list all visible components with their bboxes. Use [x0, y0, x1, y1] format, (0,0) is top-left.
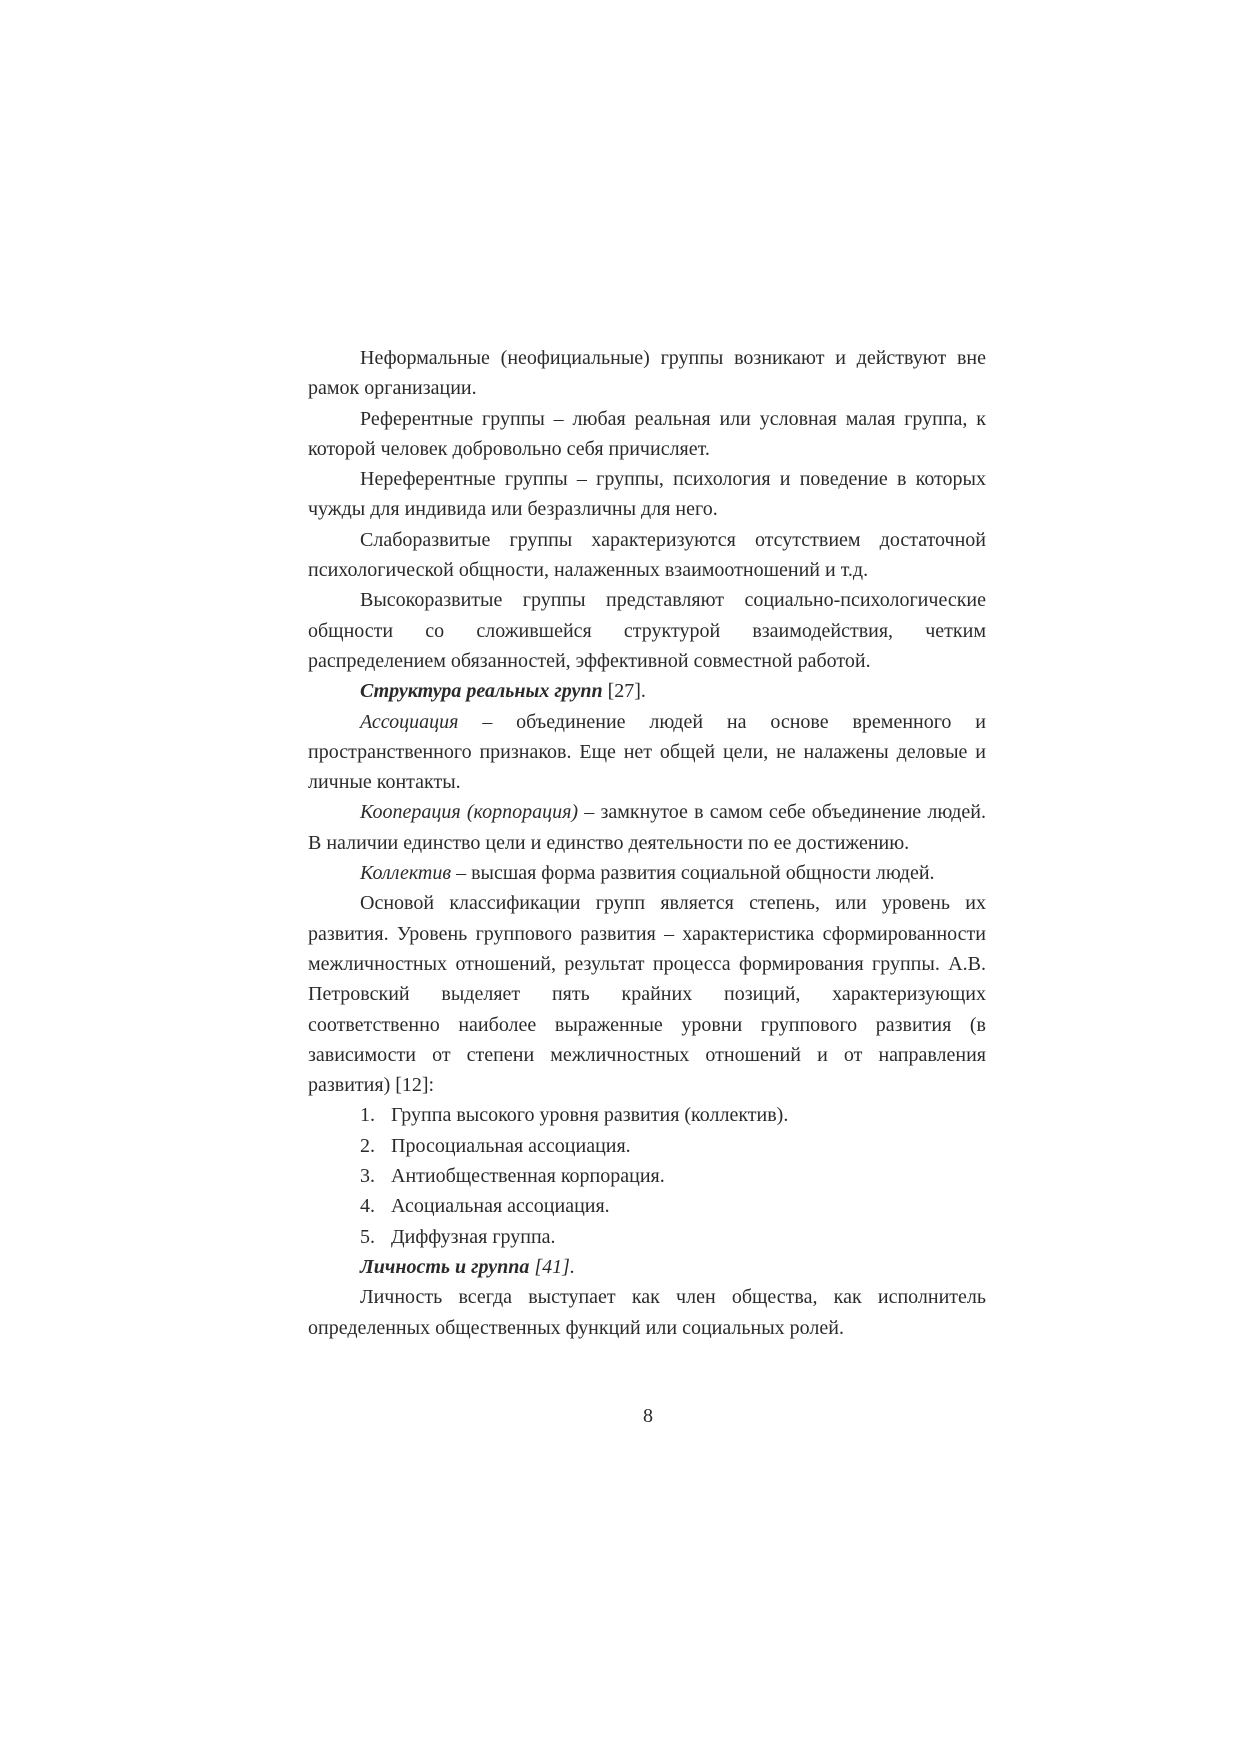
list-item-text: Группа высокого уровня развития (коллектив).	[391, 1104, 789, 1127]
list-item	[308, 1131, 986, 1161]
list-item-number: 1.	[360, 1104, 375, 1127]
paragraph-underdeveloped-groups: Слаборазвитые группы характеризуются отсутствием достаточной психологической общности, налаженных взаимоотношений и т.д.	[308, 528, 986, 582]
structure-heading-ref: [27].	[602, 680, 646, 703]
list-item	[308, 1100, 986, 1130]
list-item	[308, 1222, 986, 1252]
page-number: 8	[643, 1405, 653, 1427]
paragraph-informal-groups: Неформальные (неофициальные) группы возникают и действуют вне рамок организации.	[308, 347, 986, 400]
list-item-text: Просоциальная ассоциация.	[391, 1134, 631, 1157]
paragraph-highly-developed-groups: Высокоразвитые группы представляют социально-психологические общности со сложившейся структурой взаимодействия, четким распределением обязанностей, эффективной совместной работой.	[308, 589, 986, 672]
collective-text: – высшая форма развития социальной общности людей.	[451, 862, 935, 885]
list-item	[308, 1191, 986, 1221]
list-item-number: 5.	[360, 1225, 375, 1248]
paragraph-reference-groups: Референтные группы – любая реальная или условная малая группа, к которой человек добровольно себя причисляет.	[308, 407, 986, 460]
paragraph-non-reference-groups: Нереферентные группы – группы, психология и поведение в которых чужды для индивида или безразличны для него.	[308, 468, 986, 521]
list-item-number: 3.	[360, 1165, 375, 1188]
list-item-text: Диффузная группа.	[391, 1225, 556, 1248]
paragraph-association	[308, 707, 986, 798]
cooperation-term: Кооперация (корпорация)	[360, 801, 579, 824]
heading-structure-real-groups	[308, 676, 986, 706]
list-item	[308, 1161, 986, 1191]
page-content	[308, 343, 986, 1343]
association-text: – объединение людей на основе временного и пространственного признаков. Еще нет общей цели, не налажены деловые и личные контакты.	[308, 710, 986, 794]
personality-heading-text: Личность и группа	[360, 1255, 530, 1278]
development-levels-list	[308, 1100, 986, 1251]
list-item-number: 2.	[360, 1134, 375, 1157]
paragraph-collective	[308, 858, 986, 888]
list-item-text: Антиобщественная корпорация.	[391, 1165, 665, 1188]
list-item-number: 4.	[360, 1195, 375, 1218]
paragraph-classification: Основой классификации групп является степень, или уровень их развития. Уровень группового развития – характеристика сформированности межличностных отношений, результат процесса формирования группы. А.В. Петровский выделяет пять крайних позиций, характеризующих соответственно наиболее выраженные уровни группового развития (в зависимости от степени межличностных отношений и от направления развития) [12]:	[308, 892, 986, 1097]
cooperation-text: – замкнутое в самом себе объединение людей. В наличии единство цели и единство деятельности по ее достижению.	[308, 801, 986, 854]
structure-heading-text: Структура реальных групп	[360, 680, 603, 703]
association-term: Ассоциация	[360, 710, 459, 733]
collective-term: Коллектив	[360, 862, 452, 885]
heading-personality-and-group	[308, 1252, 986, 1282]
list-item-text: Асоциальная ассоциация.	[391, 1195, 610, 1218]
paragraph-cooperation	[308, 797, 986, 858]
personality-heading-ref: [41].	[529, 1255, 575, 1278]
paragraph-personality: Личность всегда выступает как член общества, как исполнитель определенных общественных функций или социальных ролей.	[308, 1286, 986, 1339]
